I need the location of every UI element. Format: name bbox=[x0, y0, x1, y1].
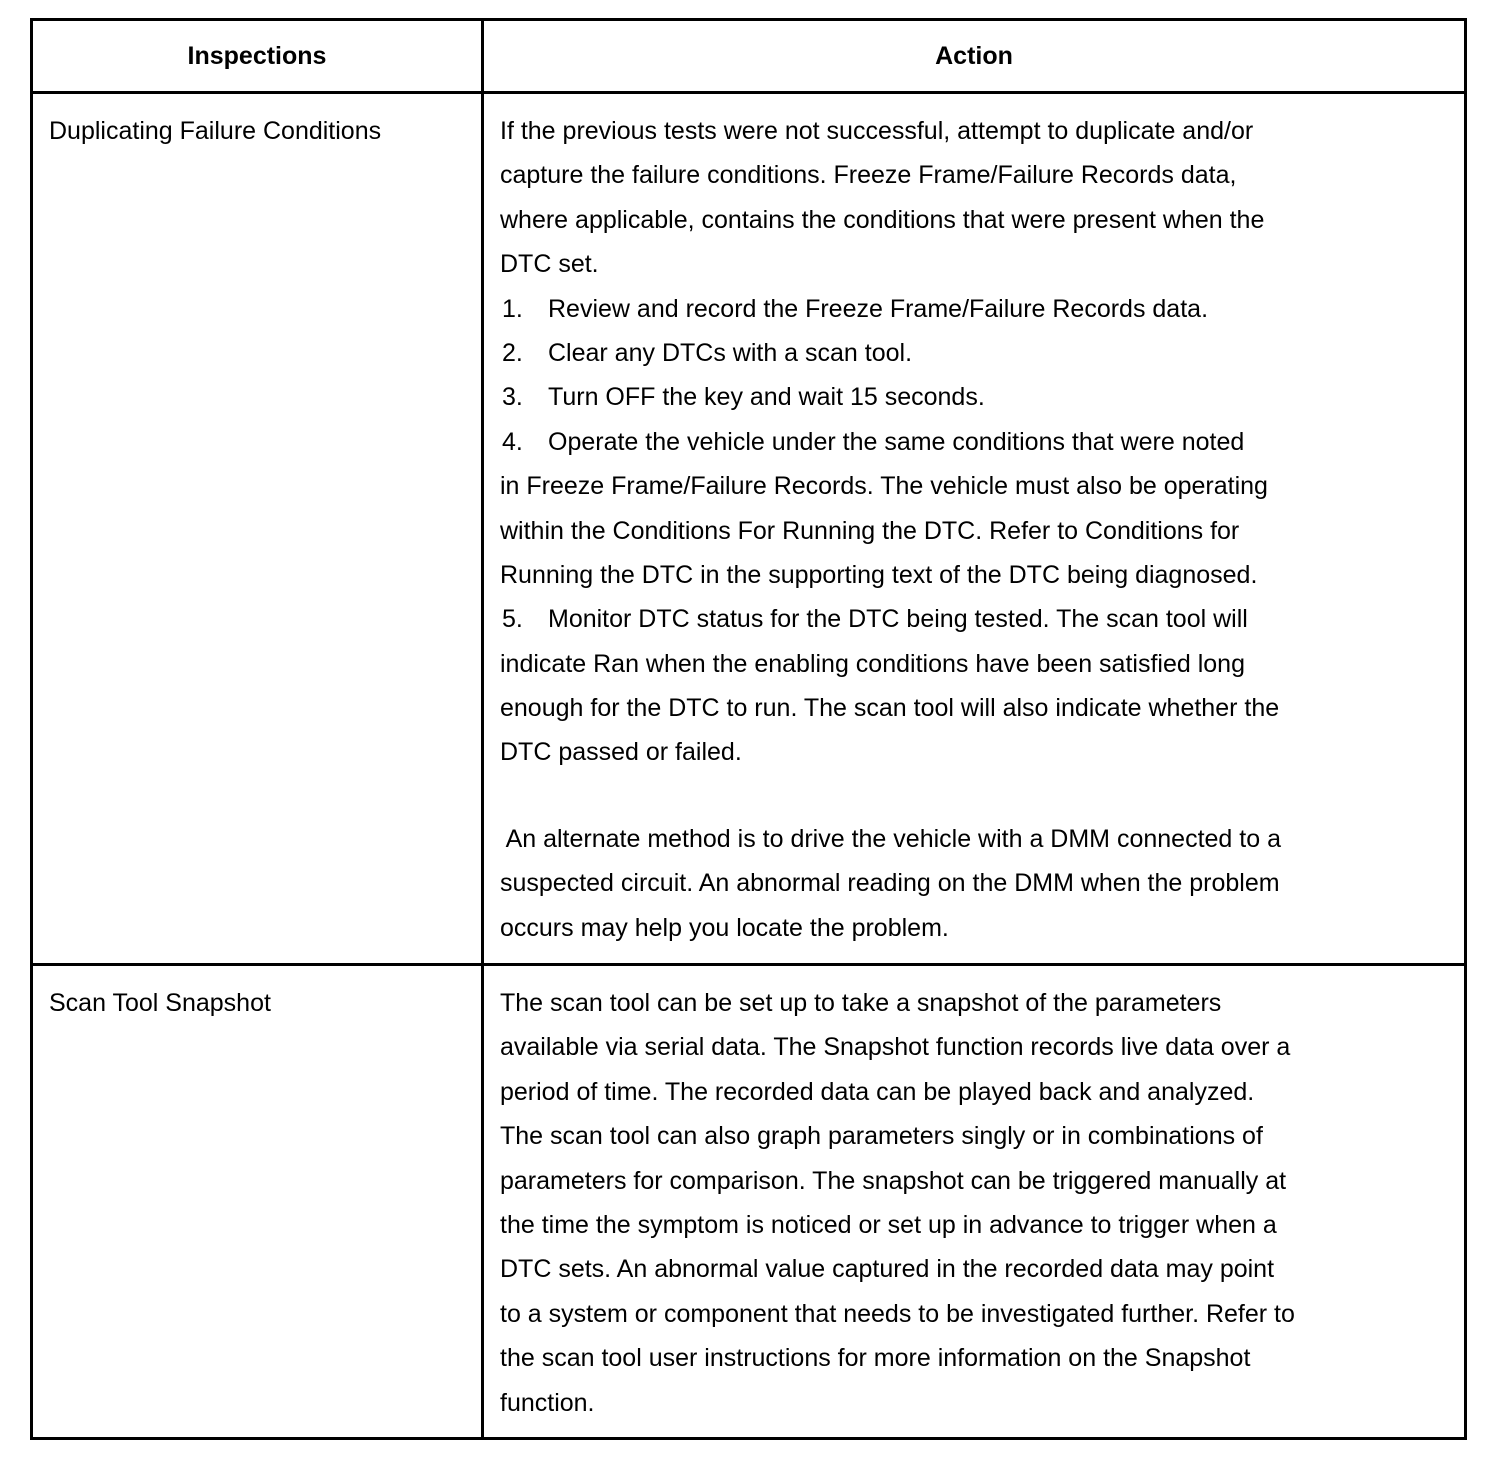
column-header-action: Action bbox=[935, 42, 1013, 70]
text-line: An alternate method is to drive the vehicle with a DMM connected to a bbox=[500, 824, 1281, 853]
text-line: parameters for comparison. The snapshot can be triggered manually at bbox=[500, 1166, 1287, 1195]
text-line: where applicable, contains the conditions that were present when the bbox=[500, 205, 1265, 234]
inspections-table bbox=[30, 18, 1467, 1440]
text-line: period of time. The recorded data can be played back and analyzed. bbox=[500, 1077, 1255, 1106]
step-text: Turn OFF the key and wait 15 seconds. bbox=[548, 383, 985, 412]
step-text-continuation: DTC passed or failed. bbox=[500, 738, 742, 767]
inspection-scan-tool-snapshot: Scan Tool Snapshot bbox=[49, 989, 271, 1017]
header-divider bbox=[33, 91, 1464, 94]
action-duplicating-failure-conditions bbox=[500, 109, 1400, 950]
text-line: function. bbox=[500, 1388, 595, 1417]
step-text-continuation: enough for the DTC to run. The scan tool will also indicate whether the bbox=[500, 694, 1280, 723]
step-4 bbox=[500, 420, 1400, 464]
text-line: DTC set. bbox=[500, 250, 599, 279]
text-line: The scan tool can also graph parameters singly or in combinations of bbox=[500, 1122, 1263, 1151]
step-number: 4. bbox=[502, 427, 523, 456]
text-line: to a system or component that needs to be investigated further. Refer to bbox=[500, 1299, 1295, 1328]
step-text: Clear any DTCs with a scan tool. bbox=[548, 338, 913, 367]
text-line: suspected circuit. An abnormal reading on the DMM when the problem bbox=[500, 869, 1280, 898]
step-text-continuation: within the Conditions For Running the DTC. Refer to Conditions for bbox=[500, 516, 1240, 545]
column-divider bbox=[481, 21, 484, 1437]
step-number: 1. bbox=[502, 294, 523, 323]
step-number: 2. bbox=[502, 338, 523, 367]
text-line: occurs may help you locate the problem. bbox=[500, 913, 949, 942]
step-5 bbox=[500, 597, 1400, 641]
text-line: capture the failure conditions. Freeze Frame/Failure Records data, bbox=[500, 161, 1237, 190]
text-line: If the previous tests were not successful, attempt to duplicate and/or bbox=[500, 117, 1254, 145]
inspection-duplicating-failure-conditions: Duplicating Failure Conditions bbox=[49, 117, 382, 145]
paragraph-gap bbox=[500, 775, 1400, 817]
step-2 bbox=[500, 331, 1400, 375]
step-number: 3. bbox=[502, 383, 523, 412]
text-line: The scan tool can be set up to take a snapshot of the parameters bbox=[500, 989, 1222, 1017]
step-text: Review and record the Freeze Frame/Failure Records data. bbox=[548, 294, 1209, 323]
step-text-continuation: indicate Ran when the enabling conditions have been satisfied long bbox=[500, 649, 1245, 678]
step-text: Operate the vehicle under the same conditions that were noted bbox=[548, 427, 1245, 456]
text-line: the time the symptom is noticed or set up in advance to trigger when a bbox=[500, 1210, 1277, 1239]
step-text-continuation: in Freeze Frame/Failure Records. The vehicle must also be operating bbox=[500, 472, 1268, 501]
action-scan-tool-snapshot bbox=[500, 981, 1400, 1425]
text-line: the scan tool user instructions for more information on the Snapshot bbox=[500, 1344, 1251, 1373]
row-divider bbox=[33, 963, 1464, 966]
step-number: 5. bbox=[502, 605, 523, 634]
text-line: available via serial data. The Snapshot function records live data over a bbox=[500, 1033, 1291, 1062]
column-header-inspections: Inspections bbox=[187, 42, 327, 70]
step-text: Monitor DTC status for the DTC being tested. The scan tool will bbox=[548, 605, 1248, 634]
text-line: DTC sets. An abnormal value captured in the recorded data may point bbox=[500, 1255, 1275, 1284]
step-1 bbox=[500, 287, 1400, 331]
step-3 bbox=[500, 375, 1400, 419]
step-text-continuation: Running the DTC in the supporting text of the DTC being diagnosed. bbox=[500, 560, 1258, 589]
